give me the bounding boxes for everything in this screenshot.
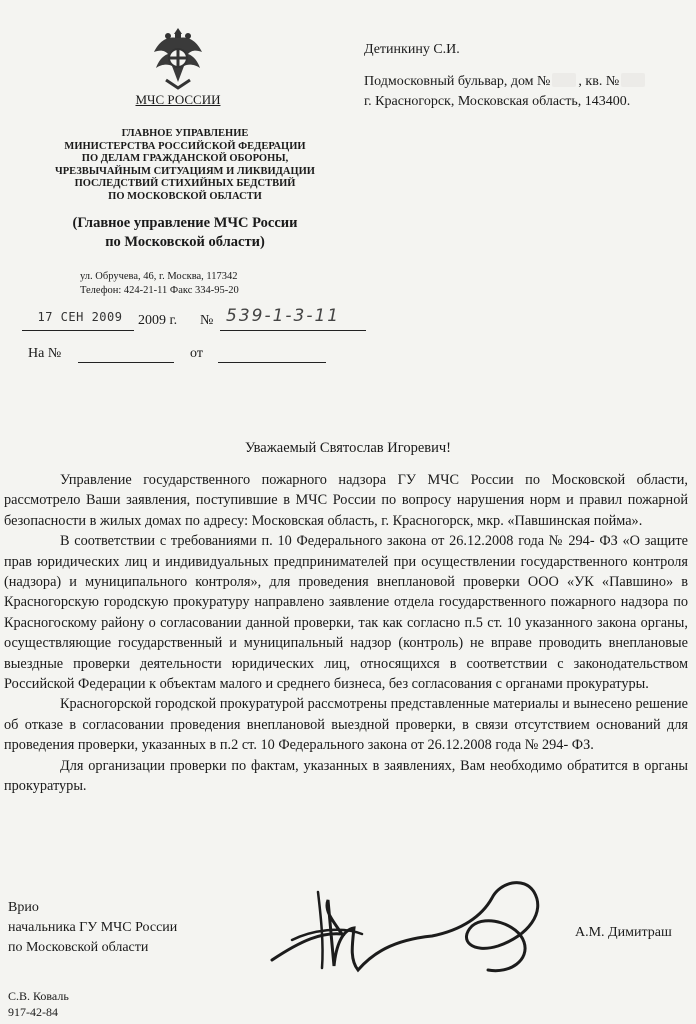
ref-date-blank — [218, 362, 326, 363]
body-paragraph: Красногорской городской прокуратурой рассмотрены представленные материалы и вынесено решение об отказе в согласовании проведения внеплановой выездной проверки, в связи отсутствием оснований для проведения проверки, указанных в п.2 ст. 10 Федерального закона от 26.12.2008 года № 294- ФЗ. — [4, 696, 688, 754]
recipient-address-line-1 — [364, 72, 684, 92]
ministry-full-name — [40, 128, 330, 204]
date-underline — [22, 330, 134, 331]
double-headed-eagle-emblem-icon — [146, 22, 210, 94]
body-paragraph: Управление государственного пожарного надзора ГУ МЧС России по Московской области, рассмотрело Ваши заявления, поступившие в МЧС России по вопросу нарушения норм и правил пожарной безопасности в жилых домах по адресу: Московская область, г. Красногорск, мкр. «Павшинская пойма». — [4, 472, 688, 529]
redacted-apartment-number — [621, 73, 645, 87]
ministry-line: ПО МОСКОВСКОЙ ОБЛАСТИ — [108, 190, 262, 202]
letter-body — [4, 470, 688, 797]
recipient-block — [364, 40, 684, 112]
recipient-address-line-2: г. Красногорск, Московская область, 143400. — [364, 94, 631, 109]
recipient-name: Детинкину С.И. — [364, 42, 460, 57]
handwritten-signature — [262, 870, 562, 980]
sender-street-address: ул. Обручева, 46, г. Москва, 117342 — [80, 271, 238, 282]
reference-line — [28, 344, 348, 366]
ministry-short-name: МЧС РОССИИ — [135, 92, 221, 107]
ministry-line: ПОСЛЕДСТВИЙ СТИХИЙНЫХ БЕДСТВИЙ — [74, 178, 296, 190]
signer-position-line: по Московской области — [8, 940, 149, 955]
redacted-house-number — [552, 73, 576, 87]
date-stamp: 17 СЕН 2009 — [37, 310, 123, 324]
ministry-line: ГЛАВНОЕ УПРАВЛЕНИЕ — [121, 128, 249, 139]
ref-number-label: На № — [28, 346, 62, 361]
ministry-line: ЧРЕЗВЫЧАЙНЫМ СИТУАЦИЯМ И ЛИКВИДАЦИИ — [55, 165, 315, 177]
outgoing-number: 539-1-3-11 — [226, 306, 341, 326]
ministry-line: ПО ДЕЛАМ ГРАЖДАНСКОЙ ОБОРОНЫ, — [81, 153, 289, 165]
signer-position-line: Врио — [8, 900, 39, 915]
executor-phone: 917-42-84 — [8, 1005, 58, 1019]
body-paragraph: В соответствии с требованиями п. 10 Федерального закона от 26.12.2008 года № 294- ФЗ «О защите прав юридических лиц и индивидуальных предпринимателей при осуществлении государственного контроля (надзора) и муниципального контроля», для проведения внеплановой проверки ООО «УК «Павшино» в Красногорскую городскую прокуратуру направлено заявление отдела государственного пожарного надзора по Красногоскому району о согласовании данной проверки, так как согласно п.5 ст. 10 указанного закона органы, осуществляющие государственный и муниципальный надзор (контроль) не вправе проводить внеплановые выездные проверки деятельности юридических лиц, относящихся в соответствии с законодательством Российской Федерации к объектам малого и среднего бизнеса, без согласования с органами прокуратуры. — [4, 533, 688, 693]
number-underline — [220, 330, 366, 331]
sender-address — [80, 270, 340, 298]
signer-position-line: начальника ГУ МЧС России — [8, 920, 178, 935]
ministry-abbr-line: по Московской области) — [105, 234, 265, 250]
year-suffix: 2009 г. — [138, 313, 178, 328]
greeting: Уважаемый Святослав Игоревич! — [245, 440, 451, 456]
number-sign: № — [200, 313, 214, 328]
signer-position — [8, 898, 248, 958]
recipient-street: Подмосковный бульвар, дом № — [364, 74, 551, 89]
recipient-apartment-label: , кв. № — [578, 74, 620, 89]
ministry-abbreviation — [40, 214, 330, 252]
ref-date-label: от — [190, 346, 203, 361]
ministry-abbr-line: (Главное управление МЧС России — [72, 215, 298, 231]
sender-phone: Телефон: 424-21-11 Факс 334-95-20 — [80, 285, 239, 296]
executor-info — [8, 988, 208, 1020]
body-paragraph: Для организации проверки по фактам, указанных в заявлениях, Вам необходимо обратится в органы прокуратуры. — [4, 757, 688, 795]
ref-number-blank — [78, 362, 174, 363]
registration-line — [22, 308, 382, 330]
ministry-line: МИНИСТЕРСТВА РОССИЙСКОЙ ФЕДЕРАЦИИ — [64, 140, 306, 152]
signer-name: А.М. Димитраш — [575, 925, 672, 940]
executor-name: С.В. Коваль — [8, 989, 69, 1003]
